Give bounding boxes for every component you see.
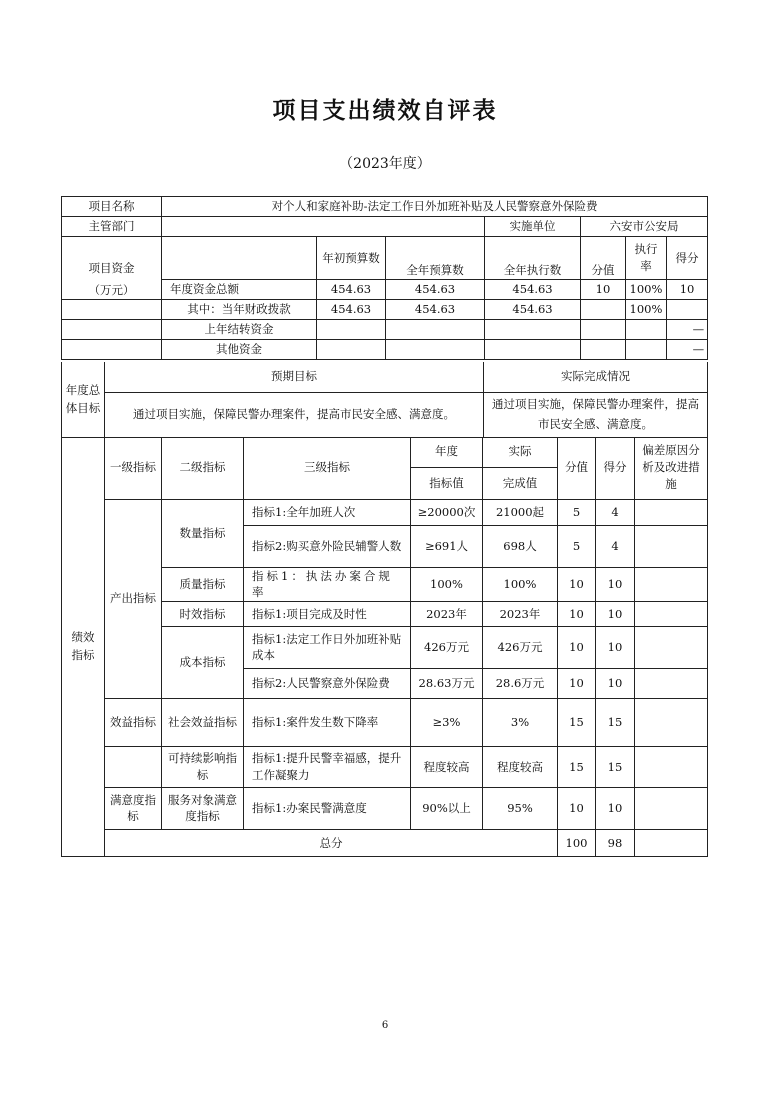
indicator-text: 指标2:购买意外险民辅警人数 [244,525,411,567]
dept-label: 主管部门 [62,217,162,237]
indicator-score: 10 [596,787,635,829]
level1-empty [105,746,162,787]
indicator-score: 15 [596,746,635,787]
indicator-actual: 28.6万元 [483,668,558,698]
indicator-target: 程度较高 [411,746,483,787]
indicator-note [635,787,708,829]
indicator-score: 10 [596,567,635,601]
impl-unit-value: 六安市公安局 [581,217,708,237]
actual-goal-header: 实际完成情况 [484,362,708,392]
fund-row-initial [317,320,386,340]
fund-row-rate: 100% [626,300,667,320]
fund-row-exec: 454.63 [485,300,581,320]
exec-rate-header: 执行率 [626,237,667,280]
indicator-score: 4 [596,525,635,567]
fund-row-value [581,300,626,320]
level2-sustain: 可持续影响指标 [162,746,244,787]
funds-header-empty [162,237,317,280]
indicator-target: 426万元 [411,626,483,668]
level2-service: 服务对象满意度指标 [162,787,244,829]
indicator-target: 28.63万元 [411,668,483,698]
fund-row-initial [317,340,386,360]
fund-row-rate [626,320,667,340]
impl-unit-label: 实施单位 [485,217,581,237]
level2-cost: 成本指标 [162,626,244,698]
annual-exec-header: 全年执行数 [485,237,581,280]
fund-row-rate [626,340,667,360]
level1-benefit: 效益指标 [105,698,162,746]
indicator-text: 指标2:人民警察意外保险费 [244,668,411,698]
funds-label-line1: 项目资金 [88,260,135,275]
indicator-score: 10 [596,626,635,668]
indicator-value: 10 [558,626,596,668]
fund-row-annual [386,340,485,360]
indicator-note [635,668,708,698]
indicator-actual: 698人 [483,525,558,567]
indicator-text: 指标1:办案民警满意度 [244,787,411,829]
indicator-value: 10 [558,787,596,829]
indicator-target: 90%以上 [411,787,483,829]
fund-row-label: 年度资金总额 [162,280,317,300]
actual-header-bottom: 完成值 [483,467,558,499]
fund-row-initial: 454.63 [317,280,386,300]
project-info-table [61,196,708,360]
indicator-note [635,698,708,746]
indicator-actual: 2023年 [483,601,558,626]
fund-row-value [581,320,626,340]
performance-table [61,437,708,857]
goals-table [61,362,708,438]
indicator-value: 15 [558,746,596,787]
indicator-text: 指标1:案件发生数下降率 [244,698,411,746]
score-header: 得分 [667,237,708,280]
score-value-header: 分值 [581,237,626,280]
deviation-header: 偏差原因分析及改进措施 [635,437,708,499]
level2-quality: 质量指标 [162,567,244,601]
indicator-actual: 95% [483,787,558,829]
fund-row-exec [485,320,581,340]
perf-side-label-text: 绩效指标 [71,630,95,663]
indicator-note [635,525,708,567]
level2-quantity: 数量指标 [162,499,244,567]
actual-header-top: 实际 [483,437,558,467]
level2-social: 社会效益指标 [162,698,244,746]
value-header: 分值 [558,437,596,499]
indicator-note [635,601,708,626]
goals-side-label: 年度总体目标 [62,362,105,437]
level1-header: 一级指标 [105,437,162,499]
total-value: 100 [558,829,596,856]
fund-row-value [581,340,626,360]
project-name-value: 对个人和家庭补助-法定工作日外加班补贴及人民警察意外保险费 [162,197,708,217]
indicator-value: 10 [558,668,596,698]
fund-row-initial: 454.63 [317,300,386,320]
dept-value [162,217,485,237]
level1-satisfaction: 满意度指标 [105,787,162,829]
funds-label-spacer [62,300,162,320]
fund-row-exec: 454.63 [485,280,581,300]
total-score: 98 [596,829,635,856]
total-note [635,829,708,856]
initial-budget-header: 年初预算数 [317,237,386,280]
indicator-text: 指标1:提升民警幸福感，提升工作凝聚力 [244,746,411,787]
indicator-text: 指标1：执法办案合规率 [244,567,411,601]
indicator-score: 10 [596,601,635,626]
indicator-text: 指标1:全年加班人次 [244,499,411,525]
indicator-actual: 程度较高 [483,746,558,787]
indicator-score: 15 [596,698,635,746]
fund-row-score: — [667,320,708,340]
fund-row-score [667,300,708,320]
indicator-value: 10 [558,567,596,601]
level2-timeliness: 时效指标 [162,601,244,626]
indicator-actual: 21000起 [483,499,558,525]
perf-score-header: 得分 [596,437,635,499]
indicator-note [635,746,708,787]
page-title: 项目支出绩效自评表 [272,98,498,124]
indicator-note [635,499,708,525]
indicator-value: 5 [558,525,596,567]
indicator-value: 10 [558,601,596,626]
indicator-text: 指标1:法定工作日外加班补贴成本 [244,626,411,668]
annual-budget-header: 全年预算数 [386,237,485,280]
fund-row-value: 10 [581,280,626,300]
indicator-note [635,567,708,601]
funds-label [62,237,162,300]
indicator-target: ≥3% [411,698,483,746]
indicator-score: 10 [596,668,635,698]
page-number: 6 [381,1020,389,1031]
indicator-target: 100% [411,567,483,601]
indicator-note [635,626,708,668]
fund-row-score: 10 [667,280,708,300]
annual-target-header-bottom: 指标值 [411,467,483,499]
indicator-target: ≥691人 [411,525,483,567]
indicator-actual: 3% [483,698,558,746]
fund-row-label: 其中：当年财政拨款 [162,300,317,320]
annual-target-header-top: 年度 [411,437,483,467]
fund-row-annual: 454.63 [386,280,485,300]
fund-row-label: 上年结转资金 [162,320,317,340]
actual-goal-text: 通过项目实施，保障民警办理案件，提高市民安全感、满意度。 [484,392,708,437]
funds-label-line2: （万元） [88,283,135,298]
level1-output: 产出指标 [105,499,162,698]
indicator-target: 2023年 [411,601,483,626]
fund-row-annual [386,320,485,340]
page-subtitle: （2023年度） [339,156,431,172]
fund-row-score: — [667,340,708,360]
funds-label-spacer [62,320,162,340]
project-name-label: 项目名称 [62,197,162,217]
fund-row-exec [485,340,581,360]
funds-label-spacer [62,340,162,360]
indicator-text: 指标1:项目完成及时性 [244,601,411,626]
expected-goal-header: 预期目标 [105,362,484,392]
indicator-value: 5 [558,499,596,525]
fund-row-label: 其他资金 [162,340,317,360]
indicator-actual: 426万元 [483,626,558,668]
indicator-value: 15 [558,698,596,746]
indicator-target: ≥20000次 [411,499,483,525]
perf-side-label [62,437,105,856]
indicator-score: 4 [596,499,635,525]
indicator-actual: 100% [483,567,558,601]
total-label: 总分 [105,829,558,856]
fund-row-rate: 100% [626,280,667,300]
fund-row-annual: 454.63 [386,300,485,320]
level3-header: 三级指标 [244,437,411,499]
expected-goal-text: 通过项目实施，保障民警办理案件，提高市民安全感、满意度。 [105,392,484,437]
level2-header: 二级指标 [162,437,244,499]
